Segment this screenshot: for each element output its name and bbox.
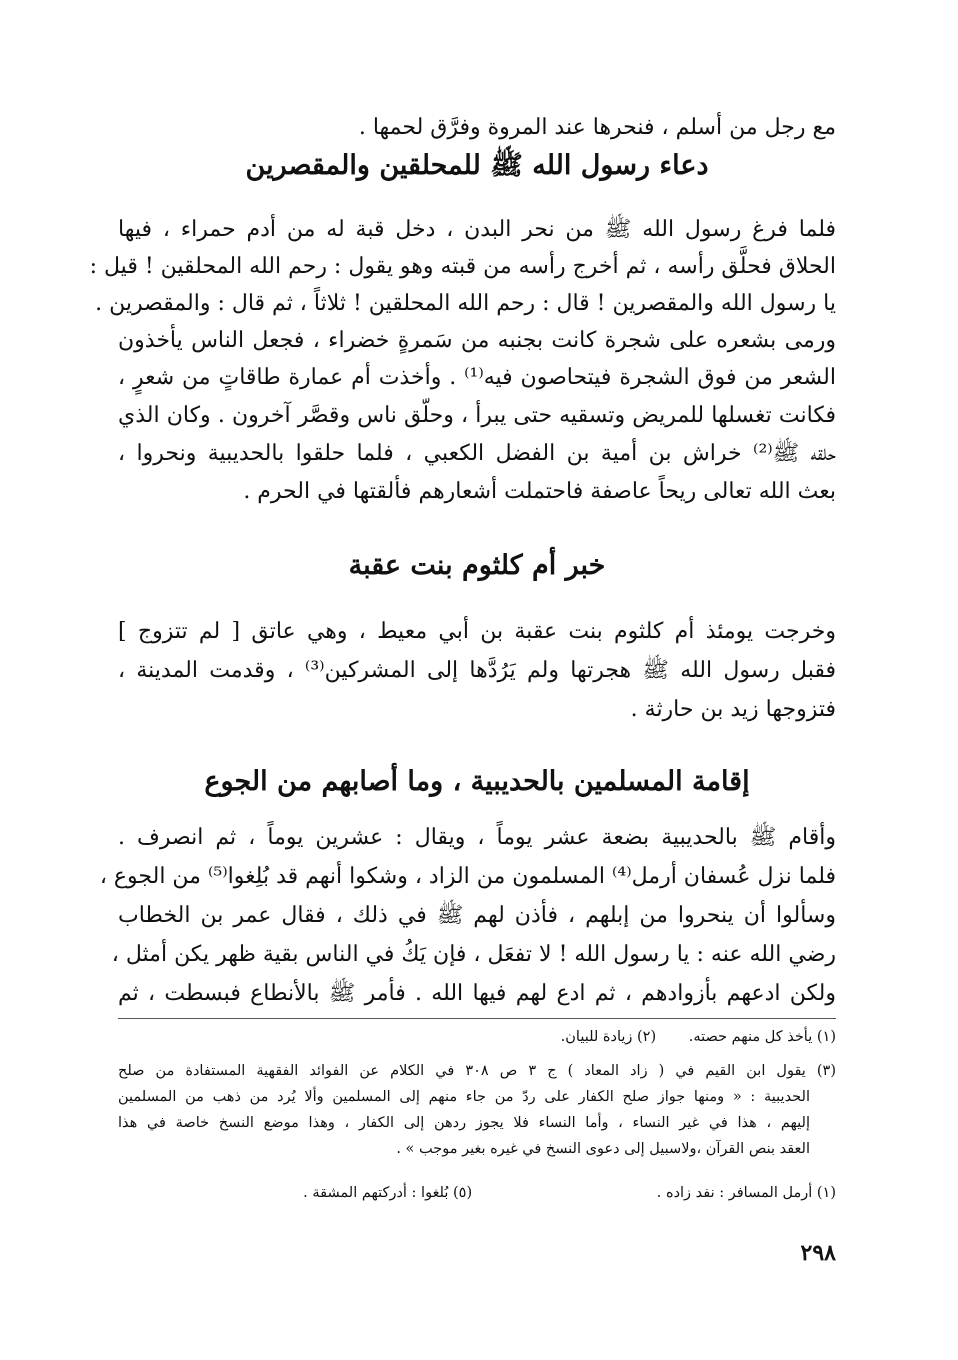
text-line: فتزوجها زيد بن حارثة . <box>630 697 836 722</box>
text-line: يا رسول الله والمقصرين ! قال : رحم الله المحلقين ! ثلاثاً ، ثم قال : والمقصرين . <box>95 291 836 316</box>
text-line: وسألوا أن ينحروا من إبلهم ، فأذن لهم ﷺ في ذلك ، فقال عمر بن الخطاب <box>118 903 836 928</box>
footnote-3-line: العقد بنص القرآن ،ولاسبيل إلى دعوى النسخ في غيره بغير موجب » . <box>396 1141 810 1157</box>
text-line: رضي الله عنه : يا رسول الله ! لا تفعَل ، فإن يَكُ في الناس بقية ظهر يكن أمثل ، <box>111 942 836 967</box>
text-line: فلما فرغ رسول الله ﷺ من نحر البدن ، دخل قبة له من أدم حمراء ، فيها <box>118 217 836 242</box>
text-line: فلما نزل عُسفان أرمل⁽⁴⁾ المسلمون من الزاد ، وشكوا أنهم قد بُلِغوا⁽⁵⁾ من الجوع ، <box>99 864 836 889</box>
footnote-divider <box>118 1018 836 1019</box>
text-line: وأقام ﷺ بالحديبية بضعة عشر يوماً ، ويقال : عشرين يوماً ، ثم انصرف . <box>118 825 836 850</box>
text-line: مع رجل من أسلم ، فنحرها عند المروة وفرَّق لحمها . <box>358 115 836 140</box>
footnote-5: (٥) بُلغوا : أدركتهم المشقة . <box>303 1185 473 1201</box>
text-line: فكانت تغسلها للمريض وتسقيه حتى يبرأ ، وحلّق ناس وقصَّر آخرون . وكان الذي <box>118 403 836 428</box>
footnote-row <box>118 1180 836 1206</box>
footnote-3-line: إليهم ، هذا في غير النساء ، وأما النساء فلا يجوز ردهن إلى الكفار ، وهذا موضع النسخ خاصة في هذا <box>118 1115 810 1131</box>
footnote-row <box>118 1024 836 1050</box>
section-heading-1: دعاء رسول الله ﷺ للمحلقين والمقصرين <box>245 150 709 181</box>
section-heading-2: خبر أم كلثوم بنت عقبة <box>348 550 606 581</box>
footnote-2: (٢) زيادة للبيان. <box>560 1029 657 1045</box>
footnote-1: (١) يأخذ كل منهم حصته. <box>688 1029 836 1045</box>
footnote-3-line: الحديبية : « ومنها جواز صلح الكفار على ردّ من جاء منهم إلى المسلمين وألا يُرد من ذهب من المسلمين <box>118 1089 810 1105</box>
footnote-3-line: (٣) يقول ابن القيم في ( زاد المعاد ) ج ٣ ص ٣٠٨ في الكلام عن الفوائد الفقهية المستفادة من صلح <box>118 1063 836 1079</box>
text-line: الحلاق فحلَّق رأسه ، ثم أخرج رأسه من قبته وهو يقول : رحم الله المحلقين ! قيل : <box>89 254 836 279</box>
text-line: ورمى بشعره على شجرة كانت بجنبه من سَمرةٍ خضراء ، فجعل الناس يأخذون <box>118 328 836 353</box>
text-line: ولكن ادعهم بأزوادهم ، ثم ادع لهم فيها الله . فأمر ﷺ بالأنطاع فبسطت ، ثم <box>118 981 836 1006</box>
text-line: بعث الله تعالى ريحاً عاصفة فاحتملت أشعارهم فألقتها في الحرم . <box>243 479 836 504</box>
text-line: فقبل رسول الله ﷺ هجرتها ولم يَرُدَّها إلى المشركين⁽³⁾ ، وقدمت المدينة ، <box>118 658 836 683</box>
footnote-4: (١) أرمل المسافر : نفد زاده . <box>656 1185 836 1201</box>
page-number: ٢٩٨ <box>800 1240 836 1266</box>
text-line: الشعر من فوق الشجرة فيتحاصون فيه⁽¹⁾ . وأخذت أم عمارة طاقاتٍ من شعرٍ ، <box>118 365 836 390</box>
text-line: حلقه ﷺ⁽²⁾ خراش بن أمية بن الفضل الكعبي ، فلما حلقوا بالحديبية ونحروا ، <box>118 441 836 466</box>
text-line: وخرجت يومئذ أم كلثوم بنت عقبة بن أبي معيط ، وهي عاتق [ لم تتزوج ] <box>118 619 836 644</box>
section-heading-3: إقامة المسلمين بالحديبية ، وما أصابهم من الجوع <box>204 766 750 797</box>
